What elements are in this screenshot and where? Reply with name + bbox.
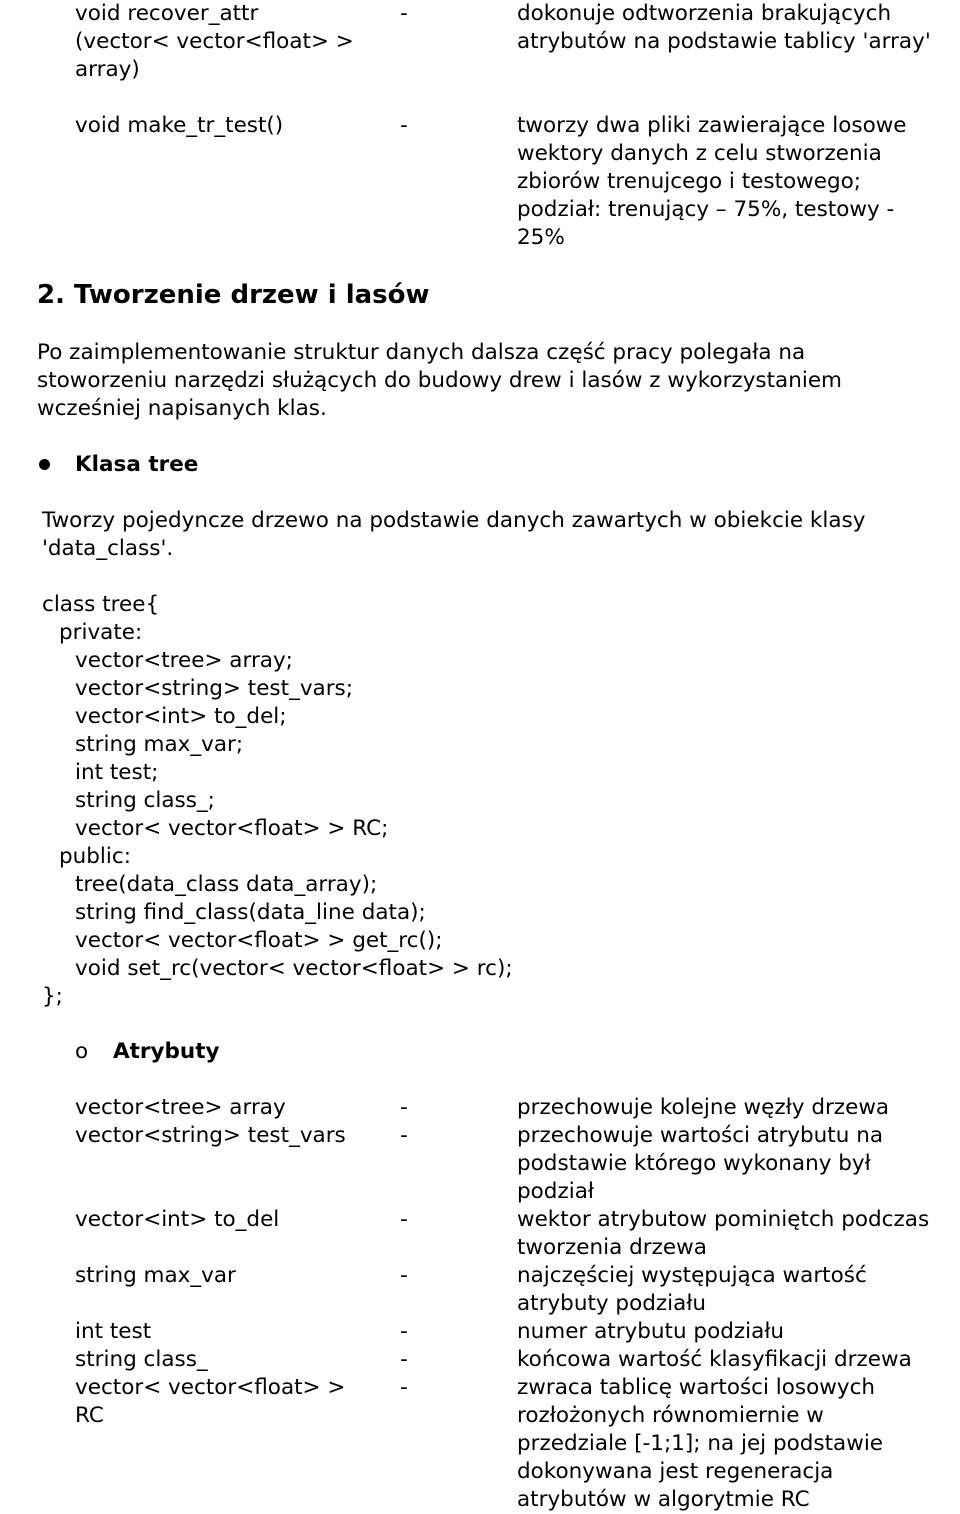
bullet-icon — [39, 459, 50, 470]
attribute-desc: podział — [517, 1179, 594, 1204]
code-line: tree(data_class data_array); — [75, 872, 378, 897]
attribute-desc: numer atrybutu podziału — [517, 1319, 785, 1344]
code-line: string max_var; — [75, 732, 244, 757]
code-line: vector<string> test_vars; — [75, 676, 353, 701]
code-line: vector<tree> array; — [75, 648, 293, 673]
separator-dash: - — [400, 1207, 408, 1232]
attribute-desc: atrybutów w algorytmie RC — [517, 1487, 810, 1512]
attribute-name: int test — [75, 1319, 152, 1344]
attribute-desc: dokonywana jest regeneracja — [517, 1459, 834, 1484]
code-line: public: — [59, 844, 131, 869]
code-line: string class_; — [75, 788, 215, 813]
method-desc-line: zbiorów trenujcego i testowego; — [517, 169, 862, 194]
attribute-name: vector< vector<float> > — [75, 1375, 346, 1400]
attribute-name: string class_ — [75, 1347, 208, 1372]
attribute-desc: przechowuje wartości atrybutu na — [517, 1123, 883, 1148]
attribute-desc: atrybuty podziału — [517, 1291, 707, 1316]
method-desc-line: atrybutów na podstawie tablicy 'array' — [517, 29, 931, 54]
attribute-desc: przedziale [-1;1]; na jej podstawie — [517, 1431, 884, 1456]
attribute-desc: najczęściej występująca wartość — [517, 1263, 867, 1288]
attribute-desc: wektor atrybutow pominiętch podczas — [517, 1207, 930, 1232]
subsection-intro-line: Tworzy pojedyncze drzewo na podstawie danych zawartych w obiekcie klasy — [42, 508, 866, 533]
attribute-desc: podstawie którego wykonany był — [517, 1151, 871, 1176]
attribute-desc: rozłożonych równomiernie w — [517, 1403, 824, 1428]
intro-line: wcześniej napisanych klas. — [37, 396, 327, 421]
code-line: int test; — [75, 760, 159, 785]
attribute-name: vector<string> test_vars — [75, 1123, 346, 1148]
code-line: private: — [59, 620, 143, 645]
separator-dash: - — [400, 1263, 408, 1288]
attribute-desc: przechowuje kolejne węzły drzewa — [517, 1095, 890, 1120]
method-name-line: void make_tr_test() — [75, 113, 284, 138]
method-desc-line: tworzy dwa pliki zawierające losowe — [517, 113, 907, 138]
separator-dash: - — [400, 1347, 408, 1372]
method-desc-line: dokonuje odtworzenia brakujących — [517, 1, 892, 26]
intro-line: Po zaimplementowanie struktur danych dalsza część pracy polegała na — [37, 340, 806, 365]
separator-dash: - — [400, 1, 408, 26]
subsection-title: Klasa tree — [75, 452, 199, 477]
separator-dash: - — [400, 1095, 408, 1120]
method-desc-line: podział: trenujący – 75%, testowy - — [517, 197, 895, 222]
method-name-line: array) — [75, 57, 140, 82]
intro-line: stoworzeniu narzędzi służących do budowy drew i lasów z wykorzystaniem — [37, 368, 842, 393]
attribute-name: vector<tree> array — [75, 1095, 286, 1120]
code-line: }; — [42, 984, 63, 1009]
attribute-name: string max_var — [75, 1263, 236, 1288]
method-desc-line: 25% — [517, 225, 565, 250]
attribute-desc: końcowa wartość klasyfikacji drzewa — [517, 1347, 912, 1372]
circle-bullet-icon: o — [75, 1039, 89, 1064]
code-line: class tree{ — [42, 592, 160, 617]
separator-dash: - — [400, 1375, 408, 1400]
separator-dash: - — [400, 113, 408, 138]
code-line: string find_class(data_line data); — [75, 900, 426, 925]
attributes-title: Atrybuty — [113, 1039, 220, 1064]
code-line: void set_rc(vector< vector<float> > rc); — [75, 956, 513, 981]
code-line: vector< vector<float> > get_rc(); — [75, 928, 443, 953]
method-name-line: (vector< vector<float> > — [75, 29, 354, 54]
code-line: vector< vector<float> > RC; — [75, 816, 389, 841]
method-name-line: void recover_attr — [75, 1, 259, 26]
attribute-desc: zwraca tablicę wartości losowych — [517, 1375, 876, 1400]
method-desc-line: wektory danych z celu stworzenia — [517, 141, 882, 166]
subsection-intro-line: 'data_class'. — [42, 536, 174, 561]
attribute-name: vector<int> to_del — [75, 1207, 280, 1232]
separator-dash: - — [400, 1319, 408, 1344]
section-heading: 2. Tworzenie drzew i lasów — [37, 280, 430, 310]
attribute-name: RC — [75, 1403, 104, 1428]
code-line: vector<int> to_del; — [75, 704, 287, 729]
separator-dash: - — [400, 1123, 408, 1148]
attribute-desc: tworzenia drzewa — [517, 1235, 707, 1260]
